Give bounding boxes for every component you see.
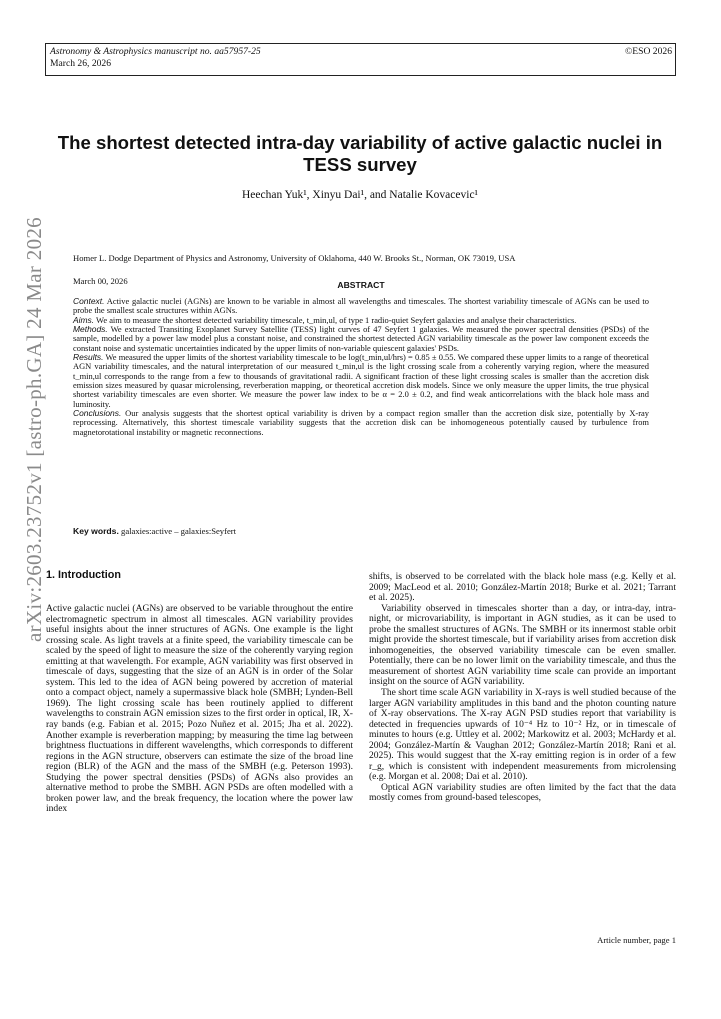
paragraph: Variability observed in timescales shorter than a day, or intra-day, intra-night, or microvariability, is important in AGN studies, as it can be used to probe the smallest structures of AGNs. The SMBH or its innermost stable orbit might provide the shortest timescale, but if variability arises from accretion disk inhomogeneities, the observed variability timescale can be even smaller. Potentially, there can be no lower limit on the variability timescale, and thus the measurement of shortest AGN variability time scale can provide an important insight on the source of AGN variability. <box>369 602 676 688</box>
paragraph: The short time scale AGN variability in X-rays is well studied because of the larger AGN variability amplitudes in this band and the photon counting nature of X-ray observations. The X-ray AGN PSD studies report that variability is detected in frequencies upwards of 10⁻⁴ Hz to 10⁻² Hz, or in timescale of minutes to hours (e.g. Uttley et al. 2002; Markowitz et al. 2003; McHardy et al. 2004; González-Martín & Vaughan 2012; González-Martín 2018; Rani et al. 2025). This would suggest that the X-ray emitting region is in order of a few r_g, which is consistent with independent measurements from microlensing (e.g. Morgan et al. 2008; Dai et al. 2010). <box>369 687 676 783</box>
abstract-aims: Aims. We aim to measure the shortest detected variability timescale, t_min,ul, of type 1 radio-quiet Seyfert galaxies and analyse their characteristics. <box>73 314 577 325</box>
keywords: Key words. galaxies:active – galaxies:Seyfert <box>73 526 237 536</box>
abstract-context: Context. Active galactic nuclei (AGNs) are known to be variable in almost all wavelengths and timescales. The shortest variability timescale of AGNs can be used to probe the smallest scale structures within AGNs. <box>73 296 649 316</box>
copyright-notice: ©ESO 2026 <box>625 46 672 57</box>
section-heading-introduction: 1. Introduction <box>46 569 121 581</box>
author-list: Heechan Yuk¹, Xinyu Dai¹, and Natalie Kovacevic¹ <box>242 189 478 201</box>
column-left <box>46 604 353 815</box>
abstract-conclusions: Conclusions. Our analysis suggests that the shortest optical variability is driven by a compact region smaller than the accretion disk size, potentially by X-ray reprocessing. Alternatively, this shortest timescale variability suggests that the accretion disk can be inhomogeneous potentially caused by turbulence from magnetorotational instability or magnetic reconnections. <box>73 408 649 437</box>
abstract-body <box>73 297 649 437</box>
abstract-results: Results. We measured the upper limits of the shortest variability timescale to be log(t_min,ul/hrs) = 0.85 ± 0.55. We compared these upper limits to a range of theoretical AGN variability timescales, and the natural interpretation of our measured t_min,ul is the light crossing scale from a coherently varying region, where the measured t_min,ul corresponds to the range from a few to thousands of gravitational radii. A significant fraction of these light crossing scales is smaller than the accretion disk emission sizes measured by quasar microlensing, reverberation mapping, or theoretical accretion disk models. Since we only measure the upper limits, the true physical shortest variability timescales are even shorter. We measure the power law index to be α = 2.0 ± 0.2, and find weak anticorrelations with the black hole mass and luminosity. <box>73 352 649 409</box>
abstract-methods: Methods. We extracted Transiting Exoplanet Survey Satellite (TESS) light curves of 47 Seyfert 1 galaxies. We measured the power spectral densities (PSDs) of the sample, modelled by a power law model plus a constant noise, and constrained the shortest detected AGN variability timescale as the power law component exceeds the constant noise and systematic uncertainties indicated by the upper limits of non-variable quiescent galaxies' PSDs. <box>73 324 649 353</box>
column-right <box>369 572 676 804</box>
journal-manuscript-line: Astronomy & Astrophysics manuscript no. aa57957-25 <box>50 46 261 57</box>
abstract-heading: ABSTRACT <box>337 280 385 290</box>
received-date: March 00, 2026 <box>73 276 128 286</box>
paragraph: Optical AGN variability studies are often limited by the fact that the data mostly comes from ground-based telescopes, <box>369 781 676 804</box>
paragraph: shifts, is observed to be correlated with the black hole mass (e.g. Kelly et al. 2009; MacLeod et al. 2010; González-Martín 2018; Burke et al. 2021; Tarrant et al. 2025). <box>369 571 676 604</box>
page-footer: Article number, page 1 <box>597 935 676 945</box>
affiliation: Homer L. Dodge Department of Physics and Astronomy, University of Oklahoma, 440 W. Brooks St., Norman, OK 73019, USA <box>73 253 516 263</box>
paper-title: The shortest detected intra-day variability of active galactic nuclei in TESS survey <box>57 132 663 175</box>
header-date: March 26, 2026 <box>50 58 112 69</box>
arxiv-stamp: arXiv:2603.23752v1 [astro-ph.GA] 24 Mar 2026 <box>22 217 46 642</box>
paragraph: Active galactic nuclei (AGNs) are observed to be variable throughout the entire electromagnetic spectrum in almost all timescales. AGN variability provides useful insights about the inner structures of AGNs. One example is the light crossing scale. As light travels at a finite speed, the variability timescale can be scaled by the speed of light to measure the size of the coherently varying region emitting at that wavelength. For example, AGN variability was first observed in timescale of days, suggesting that the size of an AGN is in order of the Solar system. This led to the idea of AGN being powered by accretion of material onto a compact object, namely a supermassive black hole (SMBH; Lynden-Bell 1969). The light crossing scale has been routinely applied to different wavelengths to constrain AGN emission sizes to the first order in optical, IR, X-ray bands (e.g. Fabian et al. 2015; Pozo Nuñez et al. 2015; Jha et al. 2022). Another example is reverberation mapping; by measuring the time lag between brightness fluctuations in different wavelengths, which corresponds to different regions in the AGN structure, observers can estimate the size of the broad line region (BLR) of the AGN and the mass of the SMBH (e.g. Peterson 1993). Studying the power spectral densities (PSDs) of AGNs also provides an alternative method to probe the SMBH. AGN PSDs are often modelled with a broken power law, and the break frequency, the location where the power law index <box>46 603 353 815</box>
